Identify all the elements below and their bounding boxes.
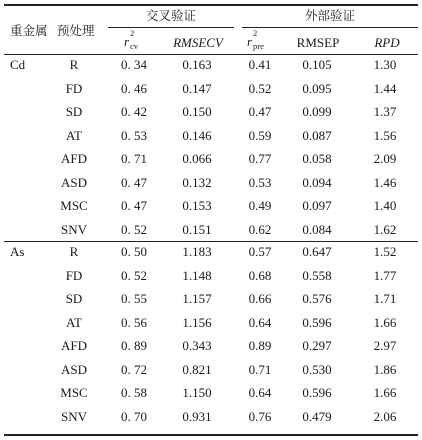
cell-rcv: 0. 42: [121, 104, 147, 119]
ext-group-rule: [242, 27, 418, 28]
cell-preprocess: AFD: [60, 151, 88, 166]
cell-preprocess: AT: [66, 127, 82, 143]
cell-rmsep: 0.647: [302, 244, 332, 259]
cell-rcv: 0. 72: [121, 361, 147, 377]
cell-rmsecv: 0.151: [182, 221, 212, 237]
cell-rcv: 0. 52: [121, 221, 147, 237]
cell-rcv: 0. 71: [121, 151, 147, 166]
cell-rpd: 1.77: [373, 267, 397, 283]
cell-preprocess: AT: [66, 314, 82, 330]
cell-rmsep: 0.530: [302, 361, 332, 377]
header-rpd: RPD: [374, 35, 400, 50]
cell-rpd: 1.40: [373, 198, 397, 213]
cell-rcv: 0. 34: [121, 57, 147, 72]
cell-preprocess: MSC: [60, 198, 88, 213]
cell-rcv: 0. 47: [121, 174, 147, 190]
cell-rmsep: 0.576: [302, 291, 332, 306]
cell-rcv: 0. 52: [121, 267, 147, 283]
cell-rmsep: 0.297: [302, 338, 332, 353]
cell-rmsecv: 0.066: [182, 151, 212, 166]
cell-rmsep: 0.087: [302, 127, 332, 143]
cell-rcv: 0. 47: [121, 198, 147, 213]
cell-preprocess: R: [69, 244, 79, 259]
cell-rcv: 0. 46: [121, 80, 147, 96]
group-metal-label: Cd: [10, 57, 26, 72]
cell-rpre: 0.68: [248, 267, 272, 283]
cell-rcv: 0. 56: [121, 314, 147, 330]
cell-rpd: 1.56: [373, 127, 397, 143]
cell-rpre: 0.52: [248, 80, 272, 96]
cell-rpre: 0.64: [248, 385, 272, 400]
cell-preprocess: R: [69, 57, 79, 72]
cell-rmsecv: 0.132: [182, 174, 212, 190]
cell-preprocess: AFD: [60, 338, 88, 353]
cell-preprocess: SNV: [60, 408, 88, 424]
group-divider-rule: [4, 241, 418, 242]
cell-rpre: 0.76: [248, 408, 272, 424]
cell-rmsecv: 1.148: [182, 267, 212, 283]
header-rmsep: RMSEP: [296, 35, 340, 50]
cell-rpd: 1.86: [373, 361, 397, 377]
header-rmsecv: RMSECV: [173, 35, 223, 50]
cell-rpd: 1.66: [373, 385, 397, 400]
cell-rcv: 0. 89: [121, 338, 147, 353]
cell-rpd: 1.30: [373, 57, 397, 72]
cell-rpre: 0.53: [248, 174, 272, 190]
cell-rpd: 1.46: [373, 174, 397, 190]
cv-group-rule: [108, 27, 234, 28]
cell-rpd: 1.66: [373, 314, 397, 330]
cell-rmsep: 0.099: [302, 104, 332, 119]
cell-preprocess: FD: [65, 80, 83, 96]
cell-rmsep: 0.095: [302, 80, 332, 96]
results-table: [4, 4, 418, 436]
cell-rmsecv: 1.150: [182, 385, 212, 400]
cell-rcv: 0. 70: [121, 408, 147, 424]
cell-rcv: 0. 53: [121, 127, 147, 143]
cell-preprocess: ASD: [60, 174, 88, 190]
cell-rmsep: 0.084: [302, 221, 332, 237]
cell-rmsep: 0.105: [302, 57, 332, 72]
top-rule: [4, 4, 418, 6]
cell-rmsep: 0.596: [302, 314, 332, 330]
header-rcv: r 2 cv: [124, 28, 139, 51]
cell-rmsecv: 0.147: [182, 80, 212, 96]
cell-rpre: 0.89: [248, 338, 272, 353]
cell-rmsep: 0.558: [302, 267, 332, 283]
cell-preprocess: SD: [65, 291, 83, 306]
cell-rcv: 0. 55: [121, 291, 147, 306]
cell-rpre: 0.64: [248, 314, 272, 330]
cell-rpd: 1.37: [373, 104, 397, 119]
cell-rmsecv: 0.343: [182, 338, 212, 353]
cell-rpre: 0.57: [248, 244, 272, 259]
cell-preprocess: MSC: [60, 385, 88, 400]
cell-rpre: 0.59: [248, 127, 272, 143]
cell-rpre: 0.47: [248, 104, 272, 119]
bottom-rule: [4, 434, 418, 436]
cell-rpd: 1.52: [373, 244, 397, 259]
cell-rpd: 1.44: [373, 80, 397, 96]
cell-rmsep: 0.058: [302, 151, 332, 166]
cell-rmsecv: 0.931: [182, 408, 212, 424]
header-preprocess: 预处理: [57, 23, 95, 38]
cell-preprocess: ASD: [60, 361, 88, 377]
cell-rmsecv: 1.157: [182, 291, 212, 306]
cell-rmsep: 0.097: [302, 198, 332, 213]
cell-rcv: 0. 50: [121, 244, 147, 259]
header-ext-group: 外部验证: [304, 8, 356, 23]
header-cv-group: 交叉验证: [145, 8, 197, 23]
cell-rmsecv: 0.146: [182, 127, 212, 143]
header-metal: 重金属: [10, 23, 48, 38]
cell-rmsep: 0.479: [302, 408, 332, 424]
cell-preprocess: FD: [65, 267, 83, 283]
cell-preprocess: SD: [65, 104, 83, 119]
cell-rmsecv: 1.183: [182, 244, 212, 259]
cell-rmsecv: 0.150: [182, 104, 212, 119]
cell-rpd: 1.62: [373, 221, 397, 237]
cell-rpd: 2.09: [373, 151, 397, 166]
cell-rpre: 0.49: [248, 198, 272, 213]
cell-rpd: 2.06: [373, 408, 397, 424]
cell-rpre: 0.71: [248, 361, 272, 377]
cell-rpre: 0.66: [248, 291, 272, 306]
cell-rmsep: 0.094: [302, 174, 332, 190]
cell-preprocess: SNV: [60, 221, 88, 237]
cell-rmsecv: 1.156: [182, 314, 212, 330]
cell-rmsecv: 0.821: [182, 361, 212, 377]
cell-rmsecv: 0.163: [182, 57, 212, 72]
cell-rpd: 2.97: [373, 338, 397, 353]
header-rpre: r 2 pre: [247, 28, 264, 51]
cell-rpre: 0.62: [248, 221, 272, 237]
group-metal-label: As: [10, 244, 25, 259]
cell-rpd: 1.71: [373, 291, 397, 306]
cell-rpre: 0.41: [248, 57, 272, 72]
cell-rpre: 0.77: [248, 151, 272, 166]
cell-rcv: 0. 58: [121, 385, 147, 400]
header-rule: [4, 54, 418, 55]
cell-rmsep: 0.596: [302, 385, 332, 400]
cell-rmsecv: 0.153: [182, 198, 212, 213]
